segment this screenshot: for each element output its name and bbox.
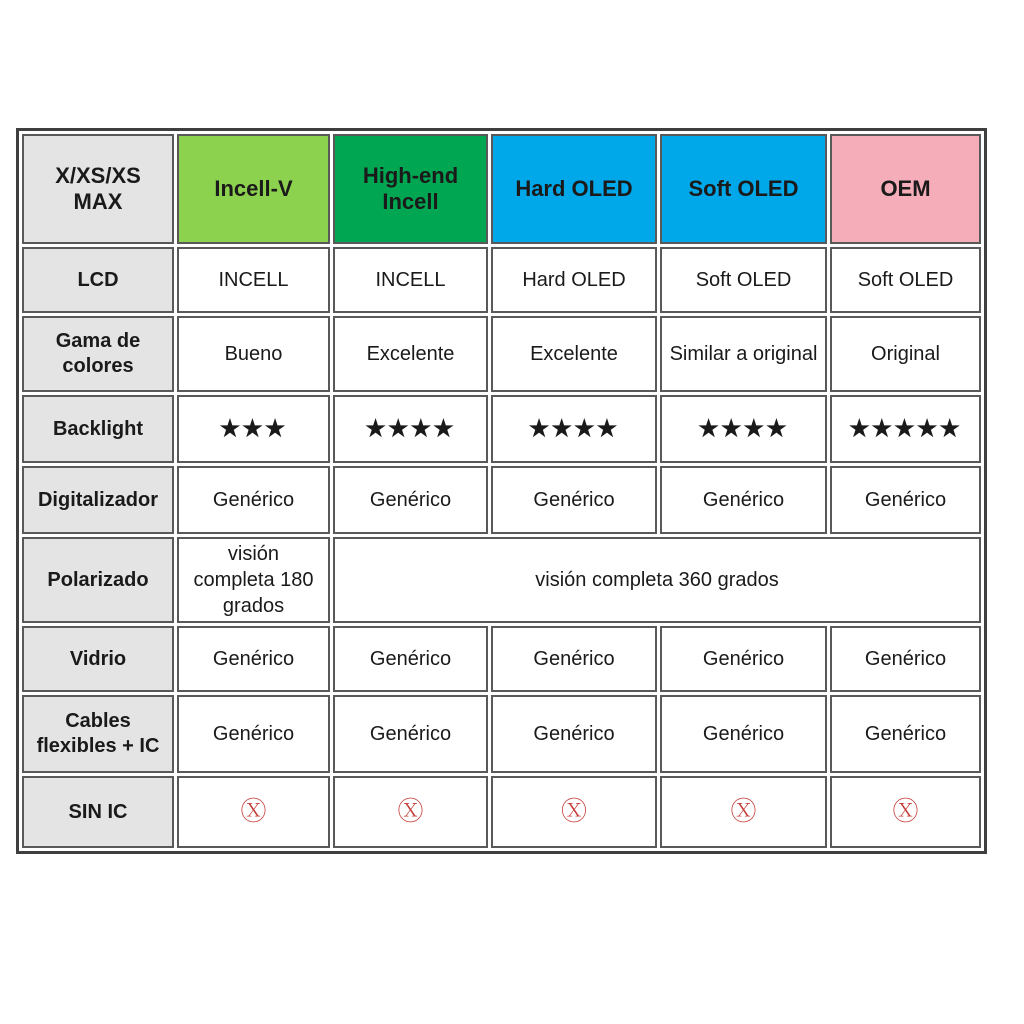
circled-x-icon: Ⓧ	[491, 776, 657, 848]
star-rating-backlight-oem: ★★★★★	[830, 395, 981, 463]
circled-x-icon: Ⓧ	[660, 776, 827, 848]
cell-digitalizador-incell-v: Genérico	[177, 466, 330, 534]
circled-x-icon: Ⓧ	[333, 776, 488, 848]
cell-cables-hard-oled: Genérico	[491, 695, 657, 773]
cell-lcd-hard-oled: Hard OLED	[491, 247, 657, 313]
column-header-soft-oled: Soft OLED	[660, 134, 827, 244]
cell-cables-high-end: Genérico	[333, 695, 488, 773]
row-label-backlight: Backlight	[22, 395, 174, 463]
row-label-gama-de-colores: Gama de colores	[22, 316, 174, 392]
cell-vidrio-hard-oled: Genérico	[491, 626, 657, 692]
cell-cables-oem: Genérico	[830, 695, 981, 773]
row-label-cables-flexibles-ic: Cables flexibles + IC	[22, 695, 174, 773]
table-row-backlight	[22, 395, 981, 463]
row-label-digitalizador: Digitalizador	[22, 466, 174, 534]
cell-gama-hard-oled: Excelente	[491, 316, 657, 392]
row-label-vidrio: Vidrio	[22, 626, 174, 692]
star-rating-backlight-hard-oled: ★★★★	[491, 395, 657, 463]
screen-comparison-table	[16, 128, 987, 854]
table-row-vidrio	[22, 626, 981, 692]
cell-cables-soft-oled: Genérico	[660, 695, 827, 773]
star-rating-backlight-soft-oled: ★★★★	[660, 395, 827, 463]
cell-lcd-incell-v: INCELL	[177, 247, 330, 313]
comparison-table-container	[16, 128, 987, 854]
cell-digitalizador-soft-oled: Genérico	[660, 466, 827, 534]
cell-lcd-high-end: INCELL	[333, 247, 488, 313]
cell-lcd-soft-oled: Soft OLED	[660, 247, 827, 313]
column-header-oem: OEM	[830, 134, 981, 244]
circled-x-icon: Ⓧ	[177, 776, 330, 848]
cell-digitalizador-high-end: Genérico	[333, 466, 488, 534]
cell-polarizado-merged-360: visión completa 360 grados	[333, 537, 981, 623]
star-rating-backlight-high-end: ★★★★	[333, 395, 488, 463]
table-row-polarizado	[22, 537, 981, 623]
cell-vidrio-incell-v: Genérico	[177, 626, 330, 692]
column-header-high-end-incell: High-end Incell	[333, 134, 488, 244]
cell-gama-incell-v: Bueno	[177, 316, 330, 392]
cell-polarizado-incell-v: visión completa 180 grados	[177, 537, 330, 623]
cell-gama-soft-oled: Similar a original	[660, 316, 827, 392]
row-label-polarizado: Polarizado	[22, 537, 174, 623]
table-row-cables-flexibles-ic	[22, 695, 981, 773]
cell-cables-incell-v: Genérico	[177, 695, 330, 773]
column-header-hard-oled: Hard OLED	[491, 134, 657, 244]
column-header-incell-v: Incell-V	[177, 134, 330, 244]
cell-gama-high-end: Excelente	[333, 316, 488, 392]
cell-gama-oem: Original	[830, 316, 981, 392]
cell-digitalizador-oem: Genérico	[830, 466, 981, 534]
cell-lcd-oem: Soft OLED	[830, 247, 981, 313]
table-row-digitalizador	[22, 466, 981, 534]
cell-digitalizador-hard-oled: Genérico	[491, 466, 657, 534]
table-row-lcd	[22, 247, 981, 313]
cell-vidrio-oem: Genérico	[830, 626, 981, 692]
row-label-lcd: LCD	[22, 247, 174, 313]
star-rating-backlight-incell-v: ★★★	[177, 395, 330, 463]
table-row-sin-ic	[22, 776, 981, 848]
header-row	[22, 134, 981, 244]
corner-header-model: X/XS/XS MAX	[22, 134, 174, 244]
cell-vidrio-high-end: Genérico	[333, 626, 488, 692]
cell-vidrio-soft-oled: Genérico	[660, 626, 827, 692]
row-label-sin-ic: SIN IC	[22, 776, 174, 848]
circled-x-icon: Ⓧ	[830, 776, 981, 848]
table-row-gama-de-colores	[22, 316, 981, 392]
